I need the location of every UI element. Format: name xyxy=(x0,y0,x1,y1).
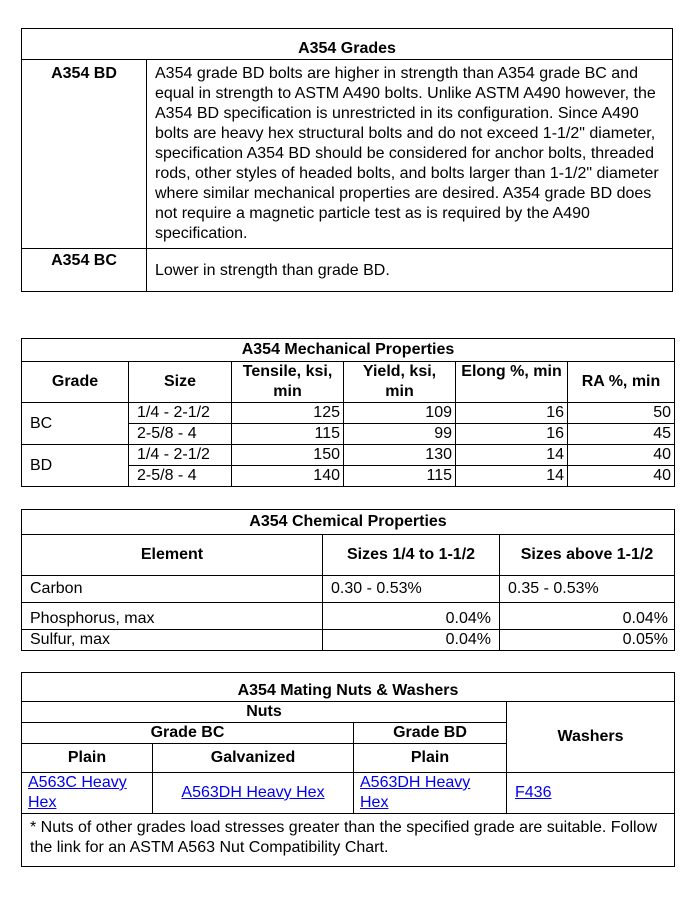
size-cell: 1/4 - 2-1/2 xyxy=(129,403,232,424)
tensile-cell: 125 xyxy=(232,403,344,424)
grade-cell-bd: BD xyxy=(22,445,129,487)
header-sizes-small: Sizes 1/4 to 1-1/2 xyxy=(323,535,500,576)
size-cell: 2-5/8 - 4 xyxy=(129,466,232,487)
ra-cell: 40 xyxy=(568,445,675,466)
ra-cell: 40 xyxy=(568,466,675,487)
elong-cell: 16 xyxy=(456,403,568,424)
small-size-cell: 0.04% xyxy=(323,630,500,651)
cell-washer xyxy=(507,773,675,814)
element-cell: Phosphorus, max xyxy=(22,603,323,630)
tensile-cell: 115 xyxy=(232,424,344,445)
grades-title: A354 Grades xyxy=(22,29,673,60)
grade-label-bc: A354 BC xyxy=(22,249,147,292)
link-a563dh-heavy-hex[interactable]: A563DH Heavy Hex xyxy=(360,774,471,811)
large-size-cell: 0.04% xyxy=(500,603,675,630)
header-size: Size xyxy=(129,362,232,403)
size-cell: 1/4 - 2-1/2 xyxy=(129,445,232,466)
grades-table xyxy=(21,28,673,292)
plain-bd-header: Plain xyxy=(354,744,507,773)
link-a563dh-heavy-hex-galvanized[interactable]: A563DH Heavy Hex xyxy=(181,784,325,801)
elong-cell: 16 xyxy=(456,424,568,445)
cell-bc-galvanized xyxy=(153,773,354,814)
ra-cell: 45 xyxy=(568,424,675,445)
mechanical-table xyxy=(21,338,675,487)
chemical-table xyxy=(21,509,675,651)
washers-header: Washers xyxy=(507,702,675,773)
cell-bd-plain xyxy=(354,773,507,814)
yield-cell: 99 xyxy=(344,424,456,445)
plain-header: Plain xyxy=(22,744,153,773)
grade-description-bc: Lower in strength than grade BD. xyxy=(147,249,673,292)
tensile-cell: 140 xyxy=(232,466,344,487)
grade-cell-bc: BC xyxy=(22,403,129,445)
grade-label-bd: A354 BD xyxy=(22,60,147,249)
link-a563c-heavy-hex[interactable]: A563C Heavy Hex xyxy=(28,774,127,811)
chemical-title: A354 Chemical Properties xyxy=(22,510,675,535)
yield-cell: 109 xyxy=(344,403,456,424)
yield-cell: 115 xyxy=(344,466,456,487)
mating-title: A354 Mating Nuts & Washers xyxy=(22,673,675,702)
header-grade: Grade xyxy=(22,362,129,403)
header-elong: Elong %, min xyxy=(456,362,568,403)
element-cell: Sulfur, max xyxy=(22,630,323,651)
ra-cell: 50 xyxy=(568,403,675,424)
small-size-cell: 0.04% xyxy=(323,603,500,630)
header-ra: RA %, min xyxy=(568,362,675,403)
grade-bc-header: Grade BC xyxy=(22,723,354,744)
size-cell: 2-5/8 - 4 xyxy=(129,424,232,445)
nuts-header: Nuts xyxy=(22,702,507,723)
header-tensile: Tensile, ksi, min xyxy=(232,362,344,403)
footnote: * Nuts of other grades load stresses greater than the specified grade are suitable. Follow the link for an ASTM A563 Nut Compatibility Chart. xyxy=(22,814,675,867)
link-f436[interactable]: F436 xyxy=(515,784,552,801)
elong-cell: 14 xyxy=(456,466,568,487)
large-size-cell: 0.35 - 0.53% xyxy=(500,576,675,603)
header-yield: Yield, ksi, min xyxy=(344,362,456,403)
grade-description-bd: A354 grade BD bolts are higher in strength than A354 grade BC and equal in strength to ASTM A490 bolts. Unlike ASTM A490 however, the A354 BD specification is unrestricted in its configuration. Since A490 bolts are heavy hex structural bolts and do not exceed 1-1/2" diameter, specification A354 BD should be considered for anchor bolts, threaded rods, other styles of headed bolts, and bolts larger than 1-1/2" diameter where similar mechanical properties are desired. A354 grade BD does not require a magnetic particle test as is required by the A490 specification. xyxy=(147,60,673,249)
galvanized-header: Galvanized xyxy=(153,744,354,773)
header-sizes-large: Sizes above 1-1/2 xyxy=(500,535,675,576)
cell-bc-plain xyxy=(22,773,153,814)
mechanical-title: A354 Mechanical Properties xyxy=(22,339,675,362)
element-cell: Carbon xyxy=(22,576,323,603)
yield-cell: 130 xyxy=(344,445,456,466)
mating-table xyxy=(21,672,675,867)
grade-bd-header: Grade BD xyxy=(354,723,507,744)
tensile-cell: 150 xyxy=(232,445,344,466)
header-element: Element xyxy=(22,535,323,576)
large-size-cell: 0.05% xyxy=(500,630,675,651)
elong-cell: 14 xyxy=(456,445,568,466)
small-size-cell: 0.30 - 0.53% xyxy=(323,576,500,603)
